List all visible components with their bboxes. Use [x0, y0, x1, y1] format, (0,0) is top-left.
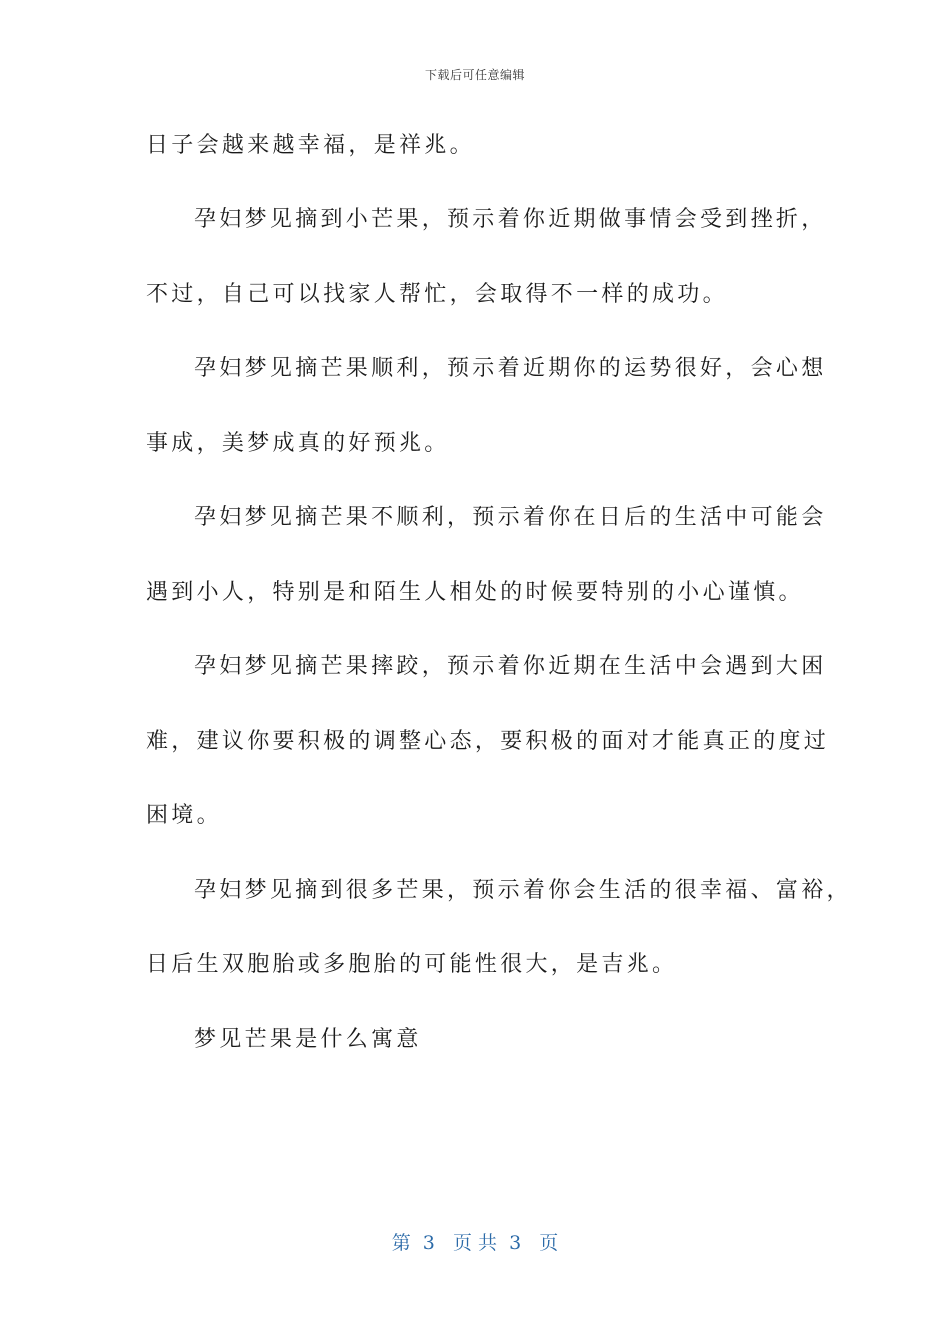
body-line: 日后生双胞胎或多胞胎的可能性很大，是吉兆。 [146, 952, 678, 977]
page-number-text: 第 3 页 共 3 页 [391, 1232, 559, 1254]
body-line: 遇到小人，特别是和陌生人相处的时候要特别的小心谨慎。 [146, 580, 804, 605]
body-line: 困境。 [146, 803, 222, 828]
paragraph-line: 孕妇梦见摘芒果顺利，预示着近期你的运势很好，会心想 [194, 356, 827, 381]
paragraph-line: 孕妇梦见摘芒果摔跤，预示着你近期在生活中会遇到大困 [194, 654, 827, 679]
body-line: 不过，自己可以找家人帮忙，会取得不一样的成功。 [146, 282, 728, 307]
body-line: 难，建议你要积极的调整心态，要积极的面对才能真正的度过 [146, 729, 830, 754]
section-heading: 梦见芒果是什么寓意 [194, 1027, 422, 1052]
body-line: 事成，美梦成真的好预兆。 [146, 431, 450, 456]
header-note: 下载后可任意编辑 [424, 68, 525, 82]
paragraph-line: 孕妇梦见摘到很多芒果，预示着你会生活的很幸福、富裕， [194, 878, 852, 903]
body-line: 日子会越来越幸福，是祥兆。 [146, 133, 475, 158]
page-number-footer [0, 1228, 950, 1255]
paragraph-line: 孕妇梦见摘到小芒果，预示着你近期做事情会受到挫折， [194, 207, 827, 232]
paragraph-line: 孕妇梦见摘芒果不顺利，预示着你在日后的生活中可能会 [194, 505, 827, 530]
